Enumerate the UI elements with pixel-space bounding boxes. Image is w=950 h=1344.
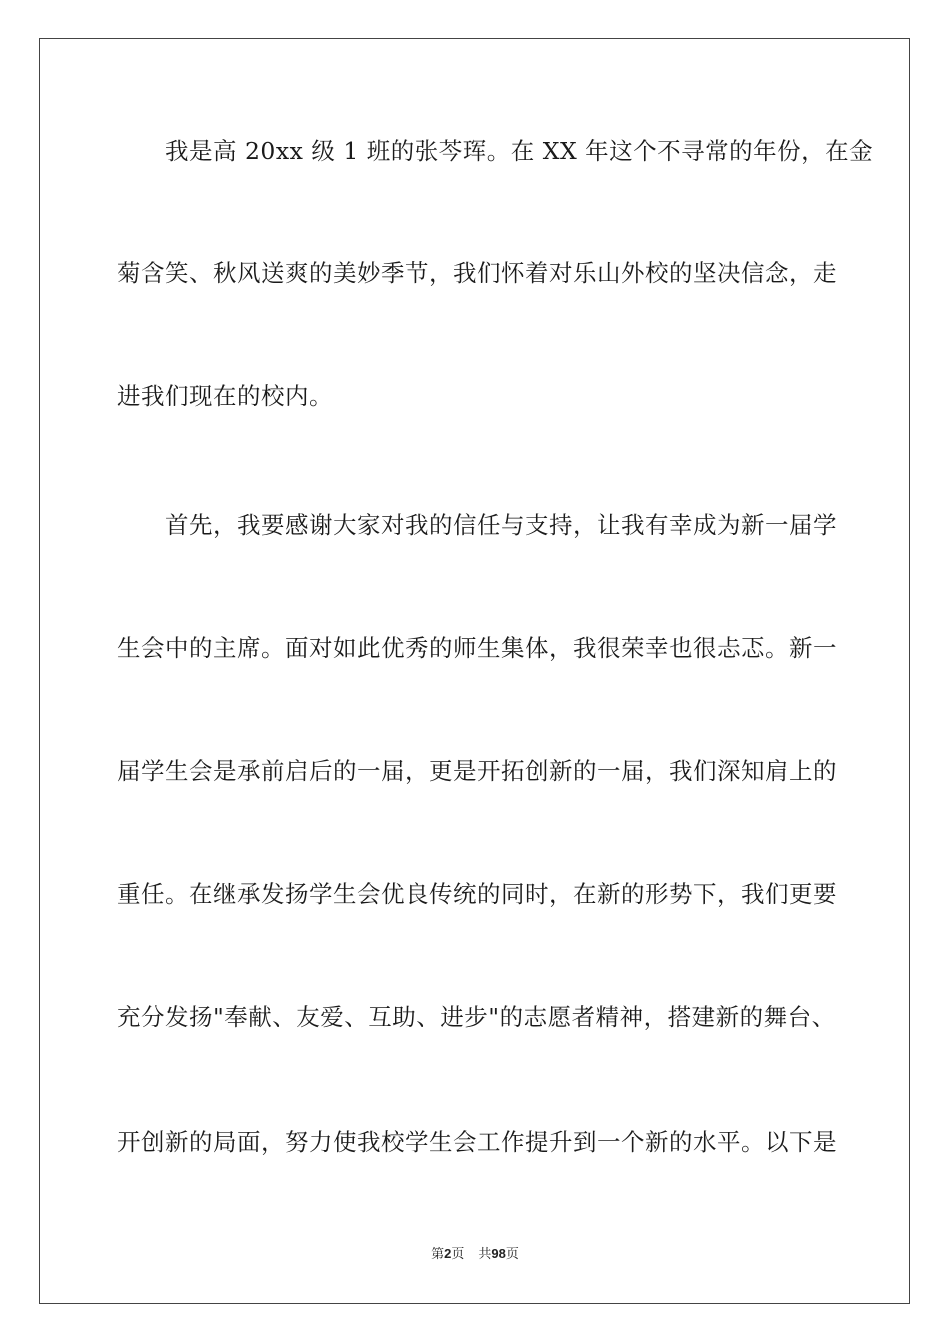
paragraph-2-line-4: 重任。在继承发扬学生会优良传统的同时，在新的形势下，我们更要 [117,880,837,908]
total-pages: 98 [491,1246,506,1261]
paragraph-2-line-1: 首先，我要感谢大家对我的信任与支持，让我有幸成为新一届学 [165,511,837,539]
paragraph-2-line-3: 届学生会是承前启后的一届，更是开拓创新的一届，我们深知肩上的 [117,757,837,785]
paragraph-2-line-5: 充分发扬"奉献、友爱、互助、进步"的志愿者精神，搭建新的舞台、 [117,1003,836,1031]
total-prefix: 共 [478,1247,492,1262]
paragraph-1-line-3: 进我们现在的校内。 [117,382,333,410]
page-border [39,38,910,1304]
page-prefix: 第 [431,1247,445,1262]
page-suffix: 页 [451,1247,465,1262]
page-number: 2 [444,1246,452,1261]
total-suffix: 页 [505,1247,519,1262]
page-footer [0,1245,950,1264]
paragraph-1-line-2: 菊含笑、秋风送爽的美妙季节，我们怀着对乐山外校的坚决信念，走 [117,259,837,287]
paragraph-2-line-2: 生会中的主席。面对如此优秀的师生集体，我很荣幸也很忐忑。新一 [117,634,837,662]
paragraph-2-line-6: 开创新的局面，努力使我校学生会工作提升到一个新的水平。以下是 [117,1128,837,1156]
paragraph-1-line-1: 我是高 20xx 级 1 班的张芩珲。在 XX 年这个不寻常的年份，在金 [165,137,874,165]
